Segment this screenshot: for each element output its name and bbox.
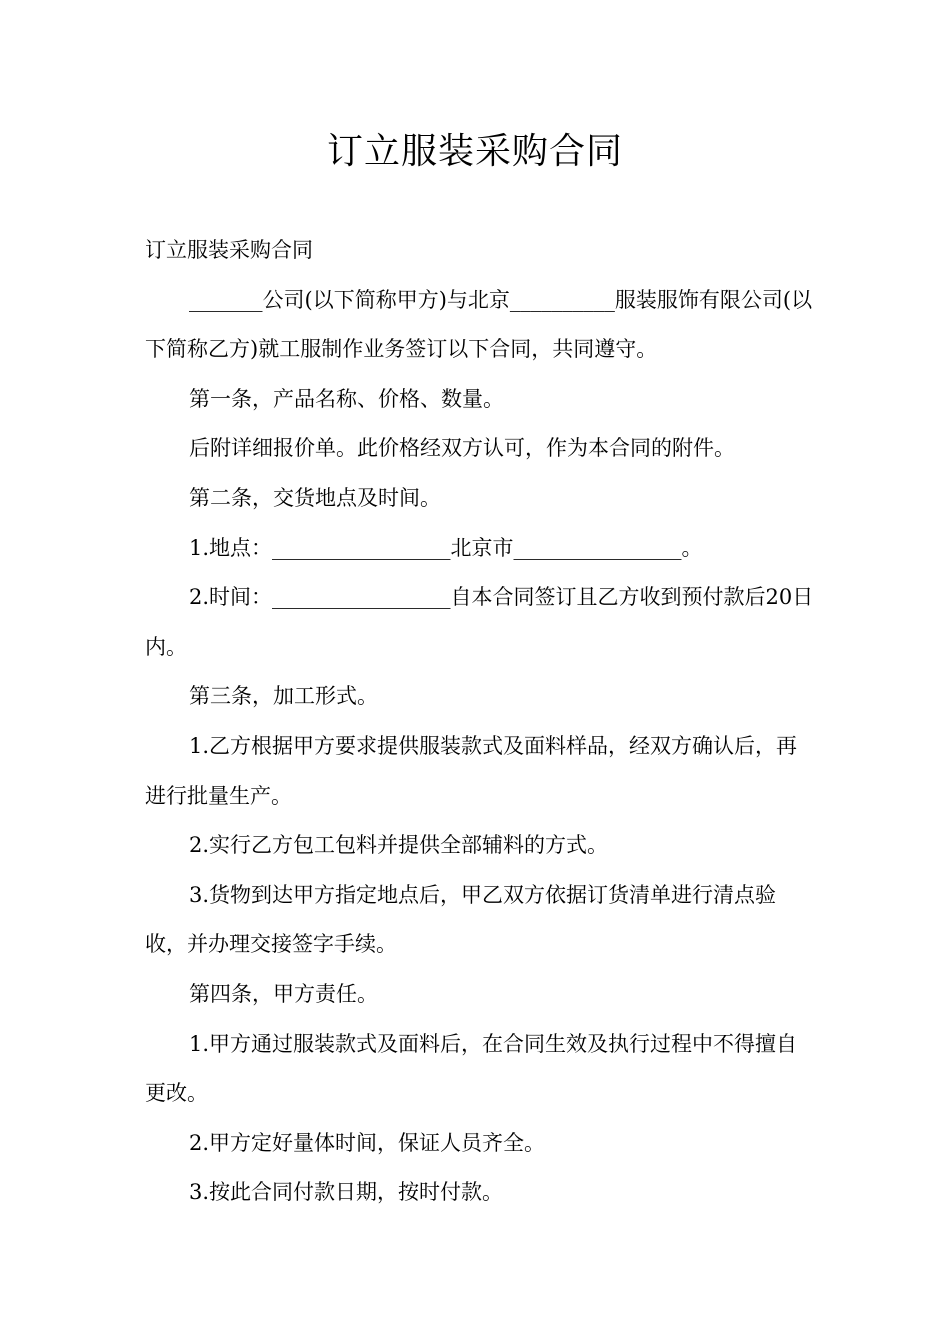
article-3-item-2: 2.实行乙方包工包料并提供全部辅料的方式。 [189,833,609,858]
document-body [145,226,815,1218]
article-3-item-3: 3.货物到达甲方指定地点后，甲乙双方依据订货清单进行清点验收，并办理交接签字手续。 [145,882,777,957]
article-1-text: 后附详细报价单。此价格经双方认可，作为本合同的附件。 [189,436,735,461]
article-3-heading: 第三条，加工形式。 [189,684,378,709]
article-4-item-1: 1.甲方通过服装款式及面料后，在合同生效及执行过程中不得擅自更改。 [145,1031,798,1106]
article-2-heading: 第二条，交货地点及时间。 [189,485,441,510]
document-title: 订立服装采购合同 [326,131,623,172]
article-4-heading: 第四条，甲方责任。 [189,981,378,1006]
parties-paragraph: _______公司(以下简称甲方)与北京__________服装服饰有限公司(以下简称乙方)就工服制作业务签订以下合同，共同遵守。 [145,287,813,362]
article-4-item-2: 2.甲方定好量体时间，保证人员齐全。 [189,1130,546,1155]
article-1-heading: 第一条，产品名称、价格、数量。 [189,386,504,411]
article-2-item-1: 1.地点：_________________北京市________________。 [189,535,703,560]
article-4-item-3: 3.按此合同付款日期，按时付款。 [189,1180,504,1205]
article-3-item-1: 1.乙方根据甲方要求提供服装款式及面料样品，经双方确认后，再进行批量生产。 [145,733,798,808]
contract-heading: 订立服装采购合同 [145,238,313,262]
article-2-item-2: 2.时间：_________________自本合同签订且乙方收到预付款后20日内。 [145,585,814,659]
